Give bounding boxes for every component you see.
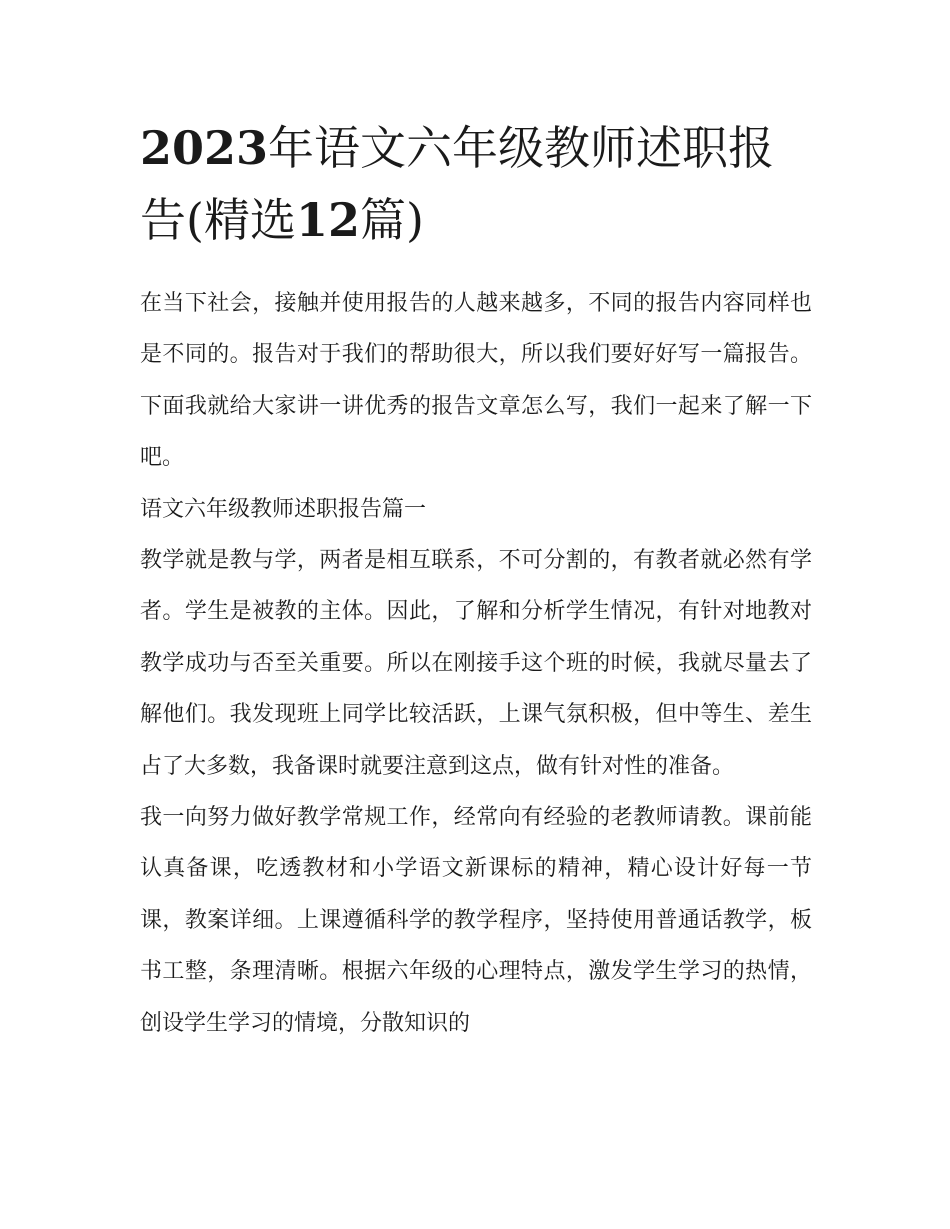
- document-title: [140, 112, 812, 256]
- section-heading: 语文六年级教师述职报告篇一: [140, 496, 427, 522]
- body-paragraph-2: 我一向努力做好教学常规工作，经常向有经验的老教师请教。课前能认真备课，吃透教材和小学语文新课标的精神，精心设计好每一节课，教案详细。上课遵循科学的教学程序，坚持使用普通话教学，板书工整，条理清晰。根据六年级的心理特点，激发学生学习的热情，创设学生学习的情境，分散知识的: [140, 805, 812, 1036]
- title-year: 2023: [140, 121, 269, 175]
- title-suffix: 篇): [359, 193, 424, 247]
- intro-paragraph: 在当下社会，接触并使用报告的人越来越多，不同的报告内容同样也是不同的。报告对于我们的帮助很大，所以我们要好好写一篇报告。下面我就给大家讲一讲优秀的报告文章怎么写，我们一起来了解一下吧。: [140, 291, 812, 471]
- title-text: 年语文六年级教师述职报告(精选: [140, 121, 775, 247]
- title-count: 12: [295, 193, 360, 247]
- document-page: [140, 112, 812, 1049]
- document-body: [140, 278, 812, 1049]
- body-paragraph-1: 教学就是教与学，两者是相互联系，不可分割的，有教者就必然有学者。学生是被教的主体。因此，了解和分析学生情况，有针对地教对教学成功与否至关重要。所以在刚接手这个班的时候，我就尽量去了解他们。我发现班上同学比较活跃，上课气氛积极，但中等生、差生占了大多数，我备课时就要注意到这点，做有针对性的准备。: [140, 548, 812, 779]
